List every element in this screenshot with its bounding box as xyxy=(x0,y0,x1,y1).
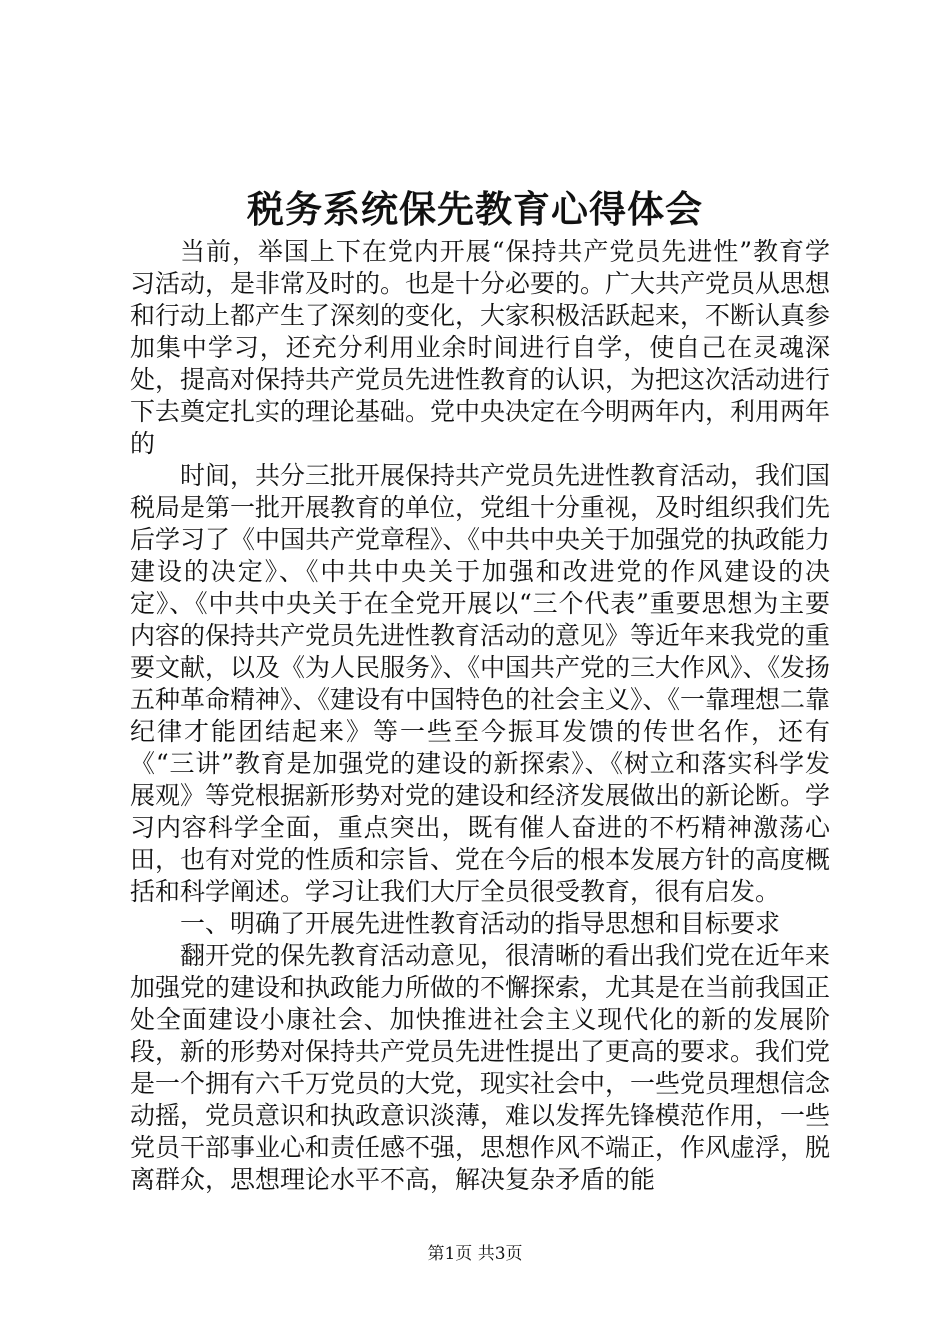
document-body xyxy=(130,236,830,1196)
document-title: 税务系统保先教育心得体会 xyxy=(247,188,703,231)
section-heading-1: 一、明确了开展先进性教育活动的指导思想和目标要求 xyxy=(180,909,781,938)
paragraph-2: 时间，共分三批开展保持共产党员先进性教育活动，我们国税局是第一批开展教育的单位，党组十分重视，及时组织我们先后学习了《中国共产党章程》、《中共中央关于加强党的执政能力建设的决定》、《中共中央关于加强和改进党的作风建设的决定》、《中共中央关于在全党开展以“三个代表”重要思想为主要内容的保持共产党员先进性教育活动的意见》等近年来我党的重要文献，以及《为人民服务》、《中国共产党的三大作风》、《发扬五种革命精神》、《建设有中国特色的社会主义》、《一靠理想二靠纪律才能团结起来》等一些至今振耳发馈的传世名作，还有《“三讲”教育是加强党的建设的新探索》、《树立和落实科学发展观》等党根据新形势对党的建设和经济发展做出的新论断。学习内容科学全面，重点突出，既有催人奋进的不朽精神激荡心田，也有对党的性质和宗旨、党在今后的根本发展方针的高度概括和科学阐述。学习让我们大厅全员很受教育，很有启发。 xyxy=(130,461,831,906)
page-number-footer: 第1页 共3页 xyxy=(427,1244,523,1264)
paragraph-3: 翻开党的保先教育活动意见，很清晰的看出我们党在近年来加强党的建设和执政能力所做的不懈探索，尤其是在当前我国正处全面建设小康社会、加快推进社会主义现代化的新的发展阶段，新的形势对保持共产党员先进性提出了更高的要求。我们党是一个拥有六千万党员的大党，现实社会中，一些党员理想信念动摇，党员意识和执政意识淡薄，难以发挥先锋模范作用，一些党员干部事业心和责任感不强，思想作风不端正，作风虚浮，脱离群众，思想理论水平不高，解决复杂矛盾的能 xyxy=(130,941,831,1194)
paragraph-1: 当前，举国上下在党内开展“保持共产党员先进性”教育学习活动，是非常及时的。也是十分必要的。广大共产党员从思想和行动上都产生了深刻的变化，大家积极活跃起来，不断认真参加集中学习，还充分利用业余时间进行自学，使自己在灵魂深处，提高对保持共产党员先进性教育的认识，为把这次活动进行下去奠定扎实的理论基础。党中央决定在今明两年内，利用两年的 xyxy=(130,237,831,458)
